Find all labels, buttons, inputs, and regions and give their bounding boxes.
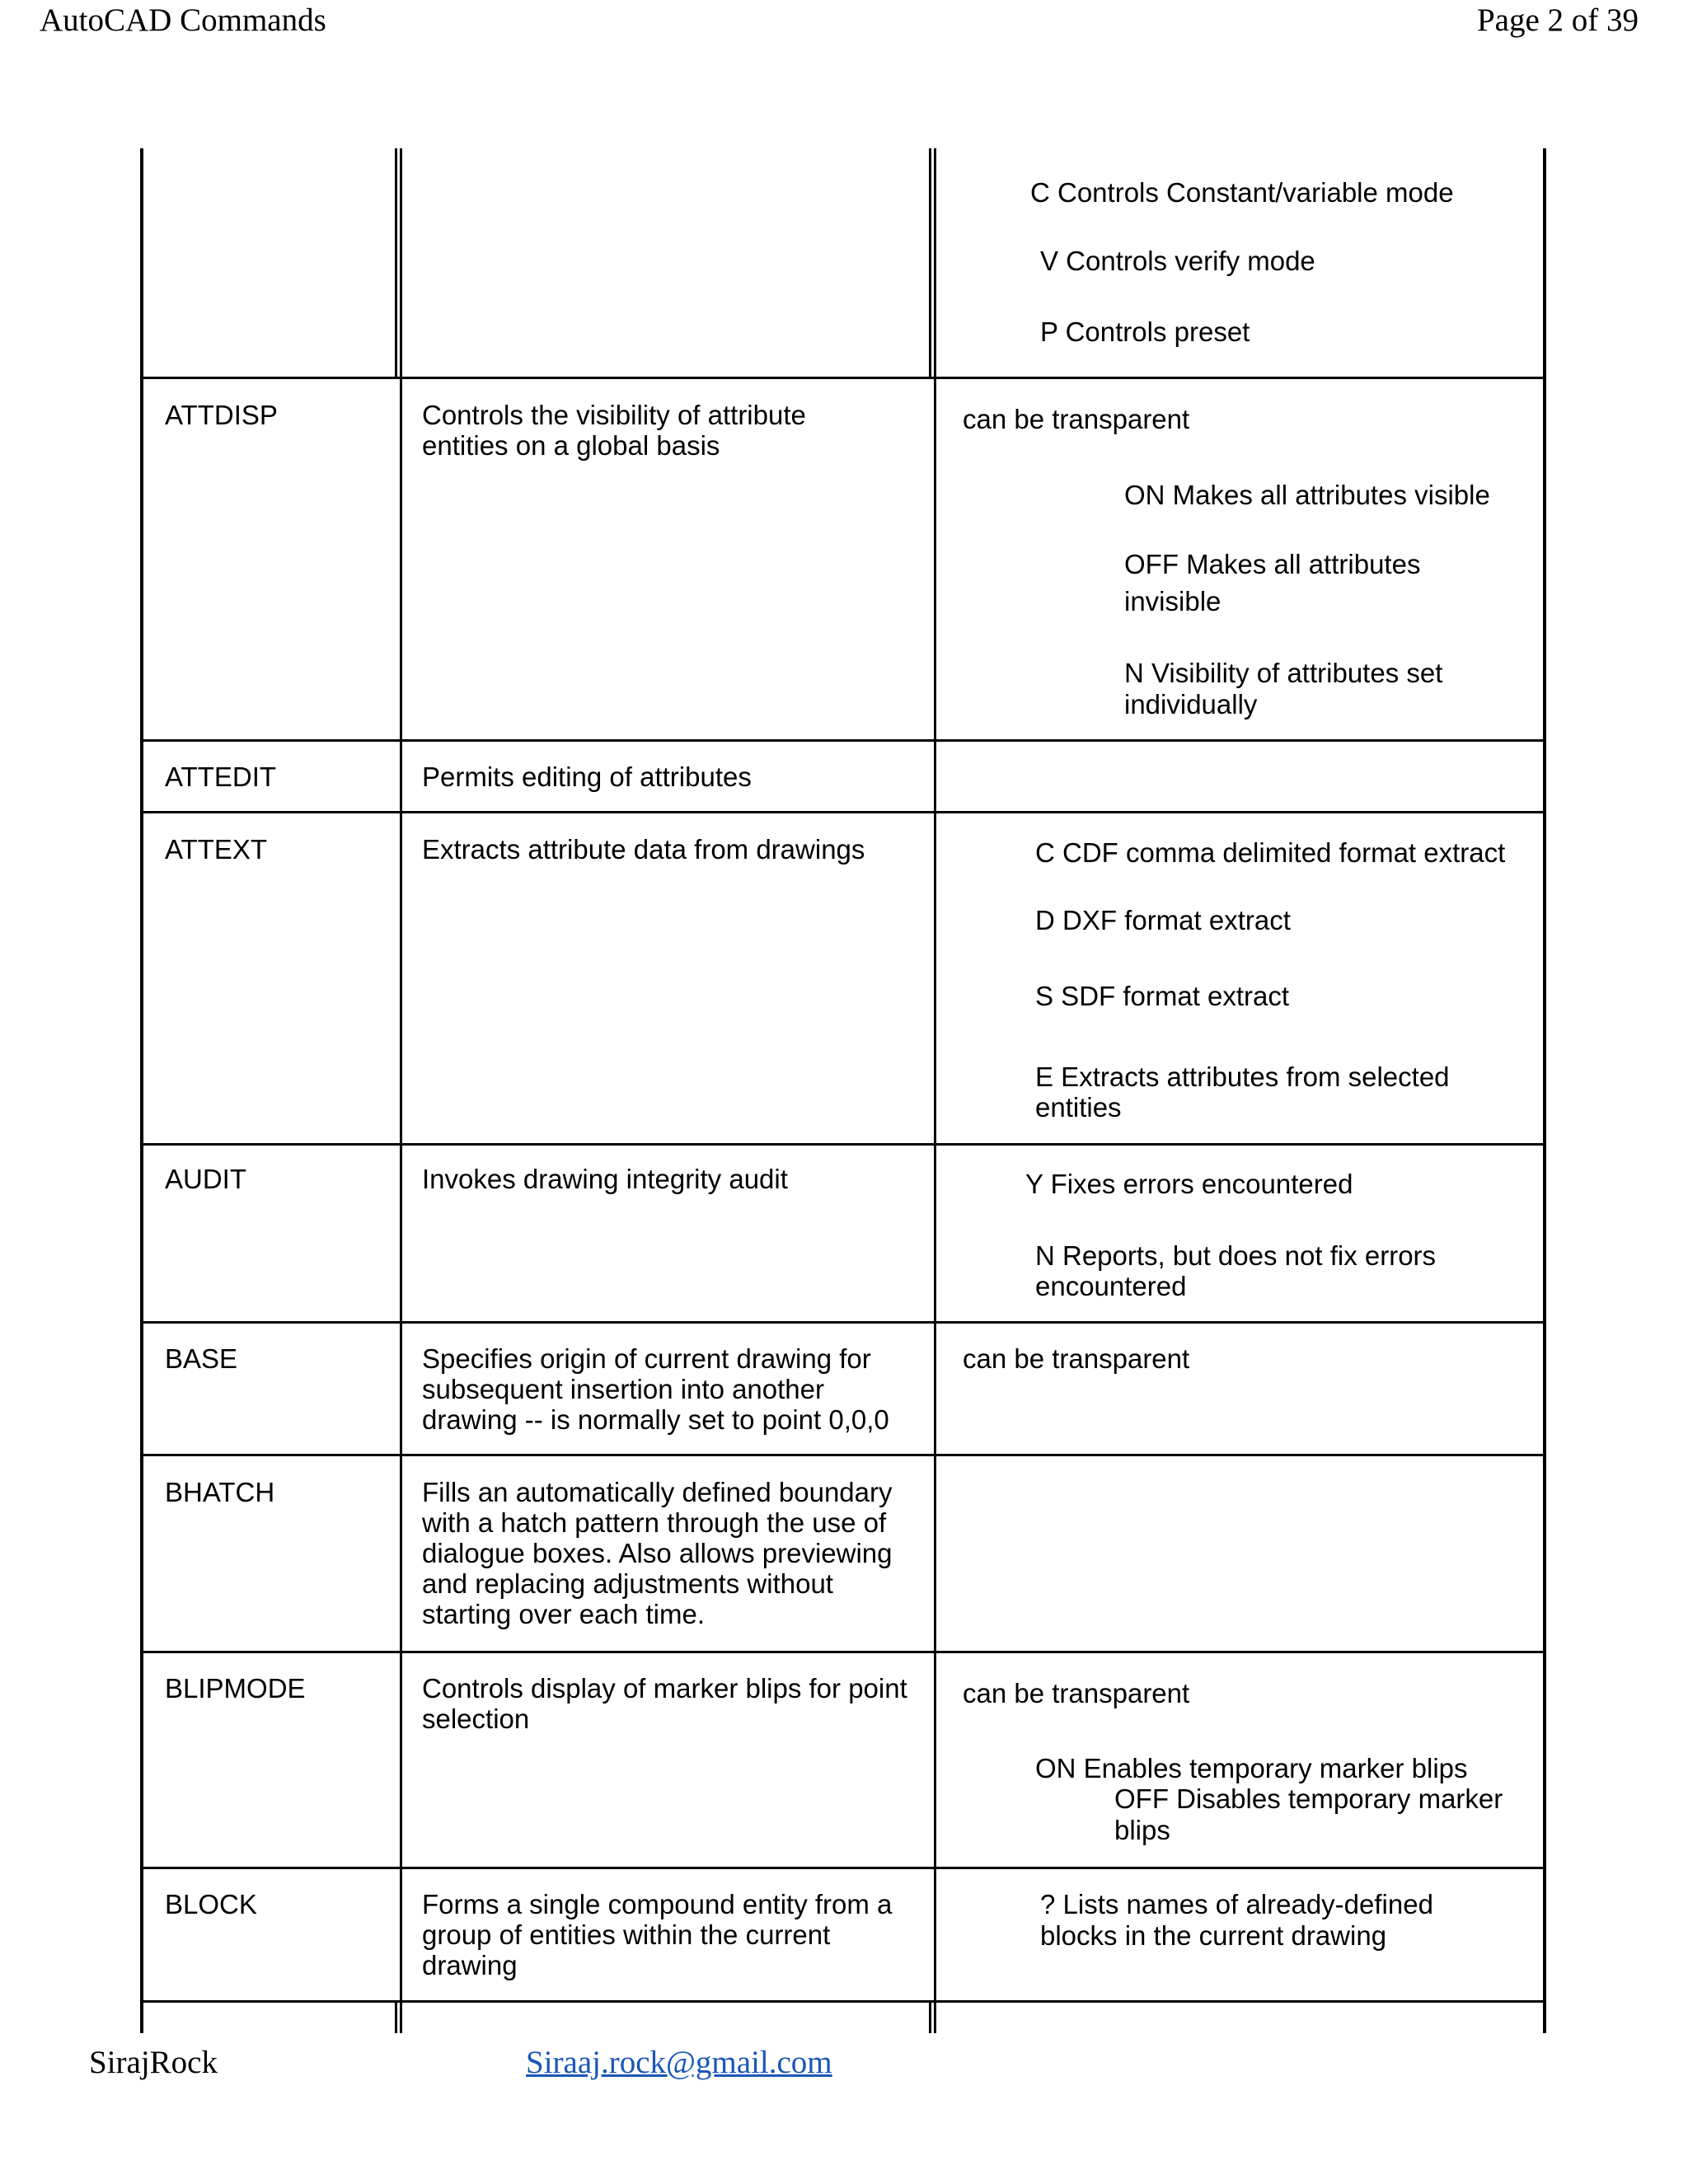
command-option: encountered	[1035, 1271, 1187, 1301]
command-option: N Visibility of attributes set	[1124, 658, 1443, 688]
command-description	[422, 1673, 925, 1734]
command-name: AUDIT	[165, 1164, 246, 1194]
command-description	[422, 1889, 925, 1980]
command-name: BLIPMODE	[165, 1673, 306, 1704]
table-rule	[395, 2001, 397, 2033]
command-description	[422, 400, 925, 461]
page-number: Page 2 of 39	[1476, 2, 1639, 38]
command-description	[422, 1343, 925, 1435]
table-rule	[142, 1321, 1545, 1324]
table-rule	[929, 2001, 931, 2033]
command-option: S SDF format extract	[1035, 981, 1290, 1011]
description-line: Permits editing of attributes	[422, 762, 752, 792]
table-rule	[140, 148, 143, 2033]
command-description	[422, 1164, 925, 1194]
command-option: V Controls verify mode	[1040, 246, 1315, 276]
footer-email-link[interactable]: Siraaj.rock@gmail.com	[526, 2045, 832, 2080]
table-rule	[929, 148, 931, 377]
table-rule	[400, 148, 402, 2033]
description-line: entities on a global basis	[422, 430, 720, 461]
command-name: BASE	[165, 1343, 238, 1374]
table-rule	[142, 739, 1545, 742]
description-line: drawing	[422, 1950, 518, 1980]
command-option: ON Enables temporary marker blips	[1035, 1753, 1468, 1783]
command-option: D DXF format extract	[1035, 905, 1291, 935]
table-rule	[142, 1143, 1545, 1146]
command-option: can be transparent	[963, 1678, 1190, 1708]
command-name: ATTDISP	[165, 400, 278, 430]
table-rule	[934, 148, 936, 2033]
description-line: with a hatch pattern through the use of	[422, 1507, 887, 1538]
command-option: blocks in the current drawing	[1040, 1920, 1387, 1951]
description-line: Specifies origin of current drawing for	[422, 1343, 871, 1374]
description-line: group of entities within the current	[422, 1919, 831, 1950]
description-line: and replacing adjustments without	[422, 1568, 833, 1599]
table-rule	[142, 811, 1545, 813]
command-name: ATTEXT	[165, 834, 268, 865]
document-title: AutoCAD Commands	[40, 2, 326, 38]
command-option: E Extracts attributes from selected	[1035, 1062, 1450, 1092]
command-option: OFF Disables temporary marker	[1114, 1783, 1503, 1814]
description-line: Controls display of marker blips for point	[422, 1673, 907, 1704]
description-line: Fills an automatically defined boundary	[422, 1477, 893, 1507]
description-line: selection	[422, 1704, 530, 1734]
description-line: drawing -- is normally set to point 0,0,0	[422, 1404, 889, 1435]
footer-author: SirajRock	[89, 2045, 218, 2080]
description-line: subsequent insertion into another	[422, 1374, 825, 1404]
command-name: ATTEDIT	[165, 762, 277, 792]
command-option: C CDF comma delimited format extract	[1035, 837, 1506, 868]
table-rule	[142, 1454, 1545, 1456]
command-option: Y Fixes errors encountered	[1025, 1169, 1353, 1199]
description-line: Controls the visibility of attribute	[422, 400, 806, 430]
command-option: OFF Makes all attributes	[1124, 549, 1421, 579]
command-option: N Reports, but does not fix errors	[1035, 1240, 1437, 1271]
command-option: entities	[1035, 1092, 1122, 1122]
command-option: invisible	[1124, 586, 1221, 616]
command-name: BHATCH	[165, 1477, 275, 1507]
command-description	[422, 1477, 925, 1629]
command-option: can be transparent	[963, 404, 1190, 434]
table-rule	[395, 148, 397, 377]
command-option: can be transparent	[963, 1343, 1190, 1374]
command-option: ? Lists names of already-defined	[1040, 1889, 1433, 1919]
description-line: Invokes drawing integrity audit	[422, 1164, 788, 1194]
command-name: BLOCK	[165, 1889, 257, 1919]
table-rule	[142, 2000, 1545, 2003]
description-line: Extracts attribute data from drawings	[422, 834, 865, 865]
description-line: starting over each time.	[422, 1599, 705, 1629]
command-option: P Controls preset	[1040, 316, 1250, 347]
description-line: Forms a single compound entity from a	[422, 1889, 893, 1919]
command-description	[422, 834, 925, 865]
table-rule	[142, 377, 1545, 379]
table-rule	[142, 1867, 1545, 1869]
table-rule	[142, 1651, 1545, 1653]
command-option: blips	[1114, 1815, 1170, 1845]
command-option: C Controls Constant/variable mode	[1030, 177, 1454, 208]
command-description	[422, 762, 925, 792]
command-option: individually	[1124, 689, 1258, 719]
table-rule	[1543, 148, 1546, 2033]
command-option: ON Makes all attributes visible	[1124, 480, 1490, 510]
description-line: dialogue boxes. Also allows previewing	[422, 1538, 893, 1568]
